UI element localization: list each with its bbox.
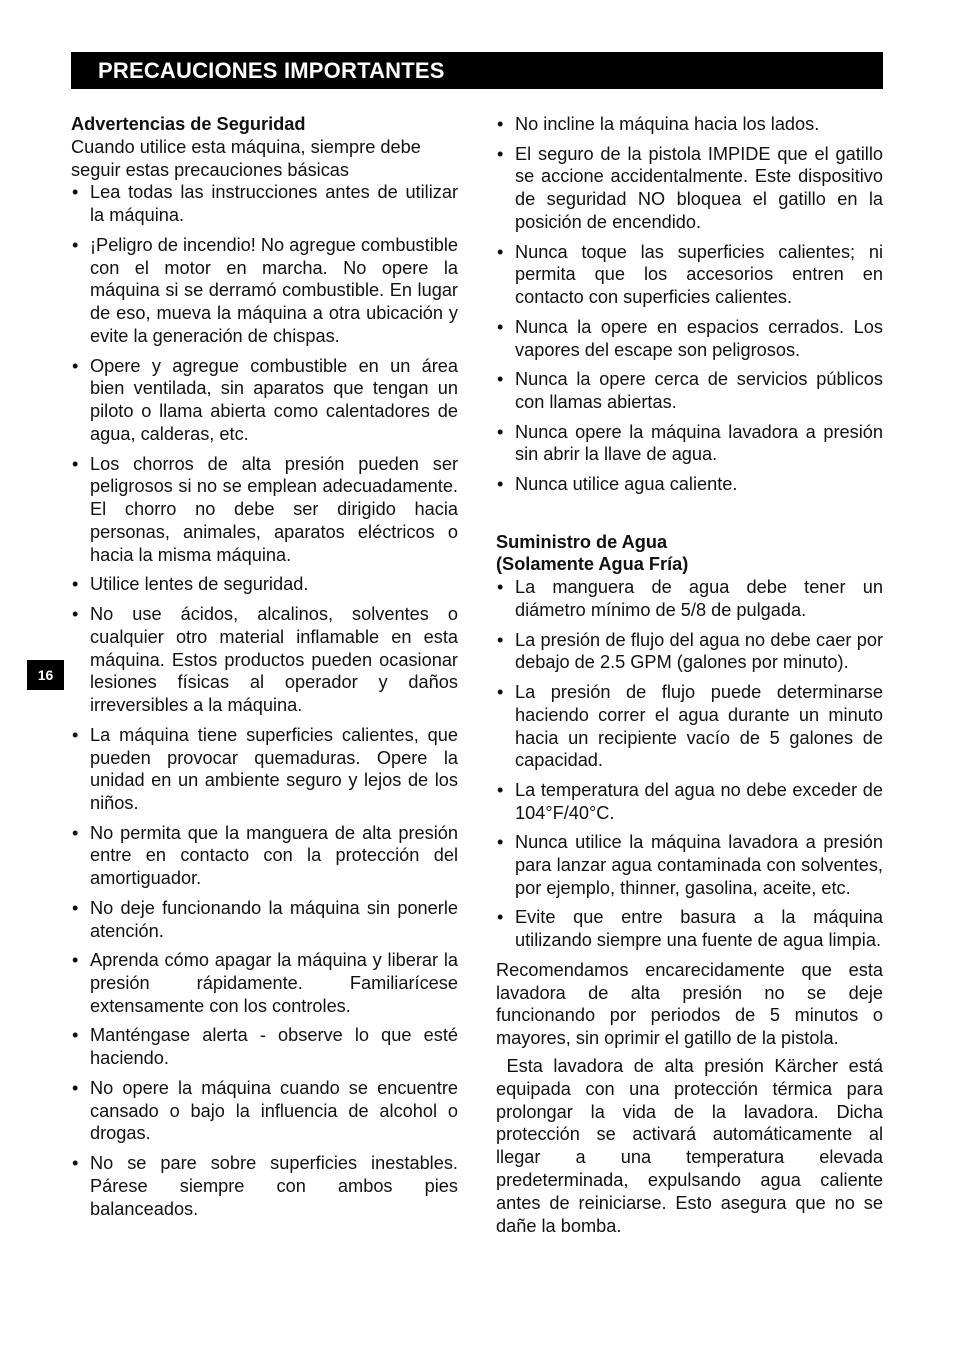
recommendation-paragraph: Recomendamos encarecidamente que esta lavadora de alta presión no se deje funcionando por periodos de 5 minutos o mayores, sin oprimir el gatillo de la pistola. bbox=[496, 959, 883, 1049]
list-item: • La manguera de agua debe tener un diámetro mínimo de 5/8 de pulgada. bbox=[496, 576, 883, 622]
safety-section-title: Advertencias de Seguridad bbox=[71, 114, 306, 134]
water-section-subtitle: (Solamente Agua Fría) bbox=[496, 554, 689, 575]
list-item: • Nunca opere la máquina lavadora a presión sin abrir la llave de agua. bbox=[496, 421, 883, 467]
list-item: • Nunca utilice la máquina lavadora a presión para lanzar agua contaminada con solventes, por ejemplo, thinner, gasolina, aceite, etc. bbox=[496, 831, 883, 899]
list-item: • Los chorros de alta presión pueden ser peligrosos si no se emplean adecuadamente. El chorro no debe ser dirigido hacia personas, animales, aparatos eléctricos o hacia la misma máquina. bbox=[71, 453, 458, 567]
list-item: • Opere y agregue combustible en un área bien ventilada, sin aparatos que tengan un piloto o llama abierta como calentadores de agua, calderas, etc. bbox=[71, 355, 458, 446]
list-item: • Manténgase alerta - observe lo que esté haciendo. bbox=[71, 1024, 458, 1070]
safety-list bbox=[71, 181, 458, 1220]
list-item: • La temperatura del agua no debe exceder de 104°F/40°C. bbox=[496, 779, 883, 825]
list-item: • El seguro de la pistola IMPIDE que el gatillo se accione accidentalmente. Este dispositivo de seguridad NO bloquea el gatillo en la posición de encendido. bbox=[496, 143, 883, 234]
safety-intro: Cuando utilice esta máquina, siempre debe seguir estas precauciones básicas bbox=[71, 136, 421, 180]
page-title: PRECAUCIONES IMPORTANTES bbox=[98, 57, 445, 83]
list-item: • No use ácidos, alcalinos, solventes o cualquier otro material inflamable en esta máquina. Estos productos pueden ocasionar lesiones físicas al operador y daños irreversibles a la máquina. bbox=[71, 603, 458, 717]
list-item: • No deje funcionando la máquina sin ponerle atención. bbox=[71, 897, 458, 943]
list-item: • La presión de flujo puede determinarse haciendo correr el agua durante un minuto hacia un recipiente vacío de 5 galones de capacidad. bbox=[496, 681, 883, 772]
list-item: • Nunca toque las superficies calientes; ni permita que los accesorios entren en contacto con superficies calientes. bbox=[496, 241, 883, 309]
right-column bbox=[496, 113, 889, 1237]
list-item: • ¡Peligro de incendio! No agregue combustible con el motor en marcha. No opere la máquina si se derramó combustible. En lugar de eso, mueva la máquina a otra ubicación y evite la generación de chispas. bbox=[71, 234, 458, 348]
list-item: • No opere la máquina cuando se encuentre cansado o bajo la influencia de alcohol o drogas. bbox=[71, 1077, 458, 1145]
list-item: • Aprenda cómo apagar la máquina y liberar la presión rápidamente. Familiarícese extensamente con los controles. bbox=[71, 949, 458, 1017]
page-number: 16 bbox=[27, 660, 64, 690]
list-item: • Nunca utilice agua caliente. bbox=[496, 473, 883, 496]
thermal-protection-paragraph: Esta lavadora de alta presión Kärcher está equipada con una protección térmica para prolongar la vida de la lavadora. Dicha protección se activará automáticamente al llegar a una temperatura elevada predeterminada, expulsando agua caliente antes de reiniciarse. Esto asegura que no se dañe la bomba. bbox=[496, 1056, 889, 1236]
list-item: • No se pare sobre superficies inestables. Párese siempre con ambos pies balanceados. bbox=[71, 1152, 458, 1220]
list-item: • La máquina tiene superficies calientes, que pueden provocar quemaduras. Opere la unidad en un ambiente seguro y lejos de los niños. bbox=[71, 724, 458, 815]
list-item: • Lea todas las instrucciones antes de utilizar la máquina. bbox=[71, 181, 458, 227]
list-item: • No incline la máquina hacia los lados. bbox=[496, 113, 883, 136]
water-list bbox=[496, 576, 883, 952]
list-item: • No permita que la manguera de alta presión entre en contacto con la protección del amortiguador. bbox=[71, 822, 458, 890]
list-item: • La presión de flujo del agua no debe caer por debajo de 2.5 GPM (galones por minuto). bbox=[496, 629, 883, 675]
header-bar bbox=[71, 52, 883, 89]
safety-list-continued bbox=[496, 113, 883, 496]
list-item: • Nunca la opere cerca de servicios públicos con llamas abiertas. bbox=[496, 368, 883, 414]
left-column bbox=[71, 113, 458, 1227]
list-item: • Evite que entre basura a la máquina utilizando siempre una fuente de agua limpia. bbox=[496, 906, 883, 952]
water-section-title: Suministro de Agua bbox=[496, 531, 668, 552]
list-item: • Utilice lentes de seguridad. bbox=[71, 573, 458, 596]
list-item: • Nunca la opere en espacios cerrados. Los vapores del escape son peligrosos. bbox=[496, 316, 883, 362]
